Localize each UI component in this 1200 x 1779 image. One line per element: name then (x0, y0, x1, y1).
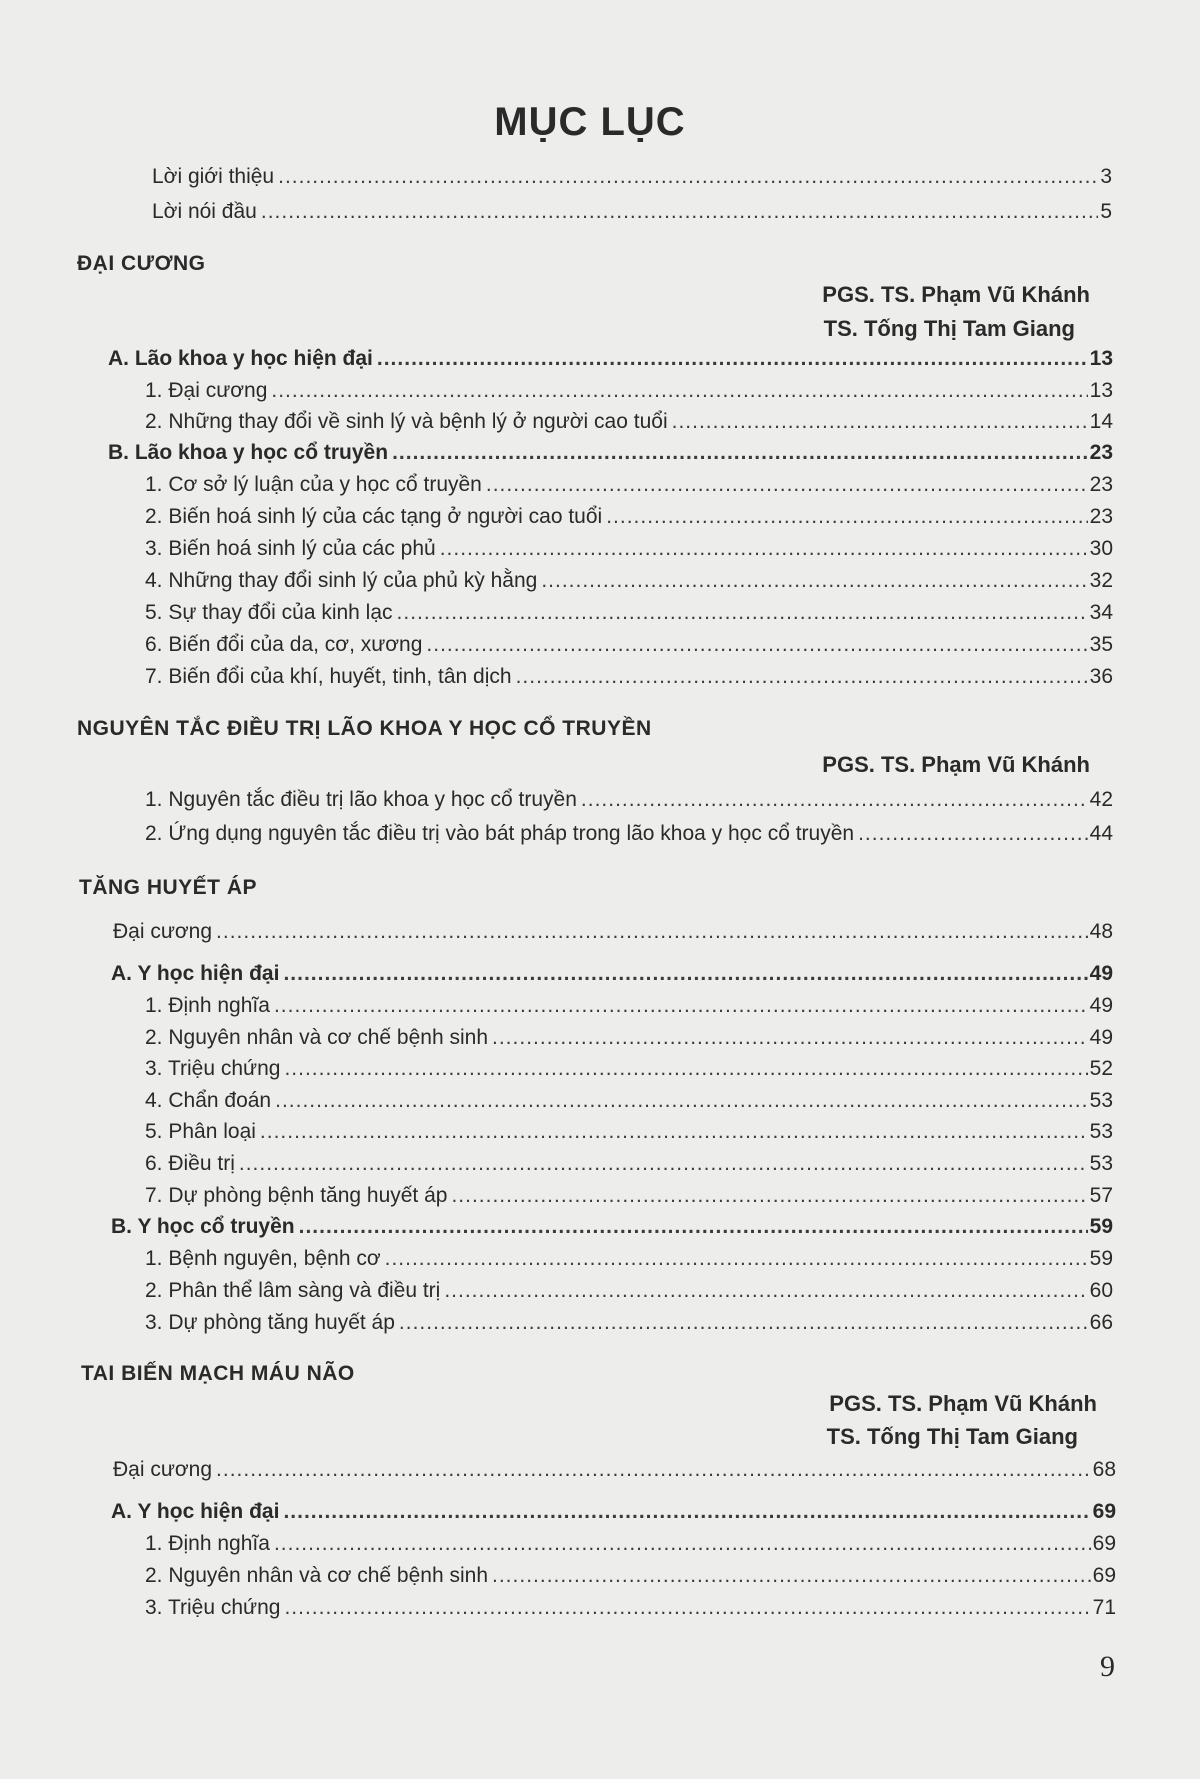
toc-entry (145, 1593, 1116, 1623)
leader-dots (444, 1276, 1087, 1306)
section-author: PGS. TS. Phạm Vũ Khánh (822, 752, 1090, 777)
entry-page: 59 (1089, 1247, 1113, 1270)
section-heading: TĂNG HUYẾT ÁP (79, 876, 258, 899)
toc-entry (145, 470, 1113, 500)
entry-page: 68 (1092, 1458, 1116, 1481)
entry-label: 1. Đại cương (145, 379, 268, 402)
entry-label: 7. Biến đổi của khí, huyết, tinh, tân dịch (145, 665, 512, 688)
leader-dots (581, 785, 1088, 815)
leader-dots (274, 991, 1088, 1021)
leader-dots (261, 197, 1098, 227)
leader-dots (385, 1244, 1088, 1274)
toc-entry (145, 819, 1113, 849)
entry-label: 2. Ứng dụng nguyên tắc điều trị vào bát pháp trong lão khoa y học cổ truyền (145, 822, 855, 845)
entry-label: A. Y học hiện đại (111, 1500, 280, 1523)
section-heading: NGUYÊN TẮC ĐIỀU TRỊ LÃO KHOA Y HỌC CỔ TRUYỀN (77, 717, 652, 740)
toc-entry (111, 1497, 1116, 1527)
toc-entry (145, 991, 1113, 1021)
entry-label: 3. Biến hoá sinh lý của các phủ (145, 537, 436, 560)
entry-page: 53 (1089, 1120, 1113, 1143)
entry-page: 48 (1089, 920, 1113, 943)
leader-dots (858, 819, 1088, 849)
section-heading: ĐẠI CƯƠNG (77, 252, 206, 275)
entry-label: A. Lão khoa y học hiện đại (108, 347, 373, 370)
entry-label: 1. Định nghĩa (145, 994, 270, 1017)
leader-dots (606, 502, 1087, 532)
toc-entry (152, 162, 1112, 192)
entry-page: 5 (1100, 200, 1112, 223)
entry-label: 1. Định nghĩa (145, 1532, 270, 1555)
leader-dots (486, 470, 1088, 500)
leader-dots (239, 1149, 1088, 1179)
toc-entry (145, 1149, 1113, 1179)
entry-label: 2. Nguyên nhân và cơ chế bệnh sinh (145, 1026, 489, 1049)
entry-label: 6. Biến đổi của da, cơ, xương (145, 633, 423, 656)
entry-label: B. Lão khoa y học cổ truyền (108, 441, 389, 464)
entry-page: 49 (1089, 994, 1113, 1017)
page-number: 9 (1100, 1650, 1115, 1683)
entry-page: 3 (1100, 165, 1112, 188)
entry-label: 3. Triệu chứng (145, 1596, 281, 1619)
toc-entry (145, 1117, 1113, 1147)
entry-page: 59 (1089, 1215, 1113, 1238)
entry-page: 53 (1089, 1089, 1113, 1112)
leader-dots (299, 1212, 1088, 1242)
entry-page: 35 (1089, 633, 1113, 656)
entry-page: 13 (1089, 379, 1113, 402)
toc-entry (111, 959, 1113, 989)
leader-dots (278, 162, 1098, 192)
entry-label: 4. Những thay đổi sinh lý của phủ kỳ hằng (145, 569, 538, 592)
entry-page: 49 (1089, 1026, 1113, 1049)
entry-page: 23 (1089, 473, 1113, 496)
toc-entry (145, 376, 1113, 406)
page-title: MỤC LỤC (494, 100, 686, 144)
leader-dots (275, 1086, 1088, 1116)
entry-label: 1. Nguyên tắc điều trị lão khoa y học cổ truyền (145, 788, 577, 811)
section-author: PGS. TS. Phạm Vũ Khánh (822, 282, 1090, 307)
leader-dots (440, 534, 1088, 564)
leader-dots (541, 566, 1087, 596)
entry-page: 34 (1089, 601, 1113, 624)
entry-label: 3. Dự phòng tăng huyết áp (145, 1311, 395, 1334)
leader-dots (284, 1593, 1090, 1623)
toc-entry (145, 1023, 1113, 1053)
leader-dots (492, 1561, 1091, 1591)
entry-page: 36 (1089, 665, 1113, 688)
entry-label: Lời giới thiệu (152, 165, 275, 188)
toc-entry (145, 1244, 1113, 1274)
entry-page: 69 (1092, 1564, 1116, 1587)
leader-dots (283, 1497, 1090, 1527)
toc-entry (152, 197, 1112, 227)
leader-dots (260, 1117, 1088, 1147)
leader-dots (392, 438, 1088, 468)
leader-dots (377, 344, 1088, 374)
entry-page: 13 (1089, 347, 1113, 370)
entry-page: 71 (1092, 1596, 1116, 1619)
entry-label: 5. Phân loại (145, 1120, 256, 1143)
entry-label: 4. Chẩn đoán (145, 1089, 272, 1112)
leader-dots (271, 376, 1087, 406)
toc-entry (113, 1455, 1116, 1485)
toc-entry (145, 1086, 1113, 1116)
entry-page: 14 (1089, 410, 1113, 433)
toc-entry (108, 438, 1113, 468)
entry-label: 2. Phân thể lâm sàng và điều trị (145, 1279, 441, 1302)
toc-entry (145, 1181, 1113, 1211)
leader-dots (274, 1529, 1091, 1559)
toc-entry (111, 1212, 1113, 1242)
entry-label: B. Y học cổ truyền (111, 1215, 295, 1238)
entry-page: 23 (1089, 505, 1113, 528)
toc-entry (145, 502, 1113, 532)
entry-label: 6. Điều trị (145, 1152, 235, 1175)
section-author: TS. Tống Thị Tam Giang (823, 316, 1075, 341)
entry-label: 5. Sự thay đổi của kinh lạc (145, 601, 393, 624)
entry-page: 66 (1089, 1311, 1113, 1334)
toc-entry (145, 630, 1113, 660)
entry-label: Đại cương (113, 920, 213, 943)
leader-dots (284, 1054, 1087, 1084)
toc-entry (145, 785, 1113, 815)
leader-dots (216, 1455, 1091, 1485)
entry-label: Lời nói đầu (152, 200, 257, 223)
leader-dots (672, 407, 1088, 437)
toc-entry (145, 1054, 1113, 1084)
entry-page: 69 (1092, 1500, 1116, 1523)
leader-dots (492, 1023, 1088, 1053)
entry-page: 60 (1089, 1279, 1113, 1302)
leader-dots (283, 959, 1087, 989)
entry-label: 7. Dự phòng bệnh tăng huyết áp (145, 1184, 448, 1207)
leader-dots (216, 917, 1088, 947)
section-heading: TAI BIẾN MẠCH MÁU NÃO (81, 1362, 355, 1385)
entry-page: 23 (1089, 441, 1113, 464)
entry-page: 42 (1089, 788, 1113, 811)
toc-entry (145, 407, 1113, 437)
toc-entry (145, 534, 1113, 564)
toc-entry (108, 344, 1113, 374)
leader-dots (397, 598, 1088, 628)
entry-page: 32 (1089, 569, 1113, 592)
entry-label: Đại cương (113, 1458, 213, 1481)
section-author: PGS. TS. Phạm Vũ Khánh (829, 1391, 1097, 1416)
toc-entry (145, 1561, 1116, 1591)
toc-entry (145, 1308, 1113, 1338)
entry-page: 57 (1089, 1184, 1113, 1207)
entry-label: 1. Cơ sở lý luận của y học cổ truyền (145, 473, 482, 496)
entry-page: 69 (1092, 1532, 1116, 1555)
entry-label: 3. Triệu chứng (145, 1057, 281, 1080)
toc-entry (145, 1529, 1116, 1559)
entry-page: 49 (1089, 962, 1113, 985)
entry-label: 2. Những thay đổi về sinh lý và bệnh lý ở người cao tuổi (145, 410, 668, 433)
toc-entry (145, 1276, 1113, 1306)
leader-dots (399, 1308, 1088, 1338)
toc-entry (145, 662, 1113, 692)
entry-label: 2. Biến hoá sinh lý của các tạng ở người cao tuổi (145, 505, 603, 528)
entry-label: 2. Nguyên nhân và cơ chế bệnh sinh (145, 1564, 489, 1587)
entry-page: 52 (1089, 1057, 1113, 1080)
entry-page: 30 (1089, 537, 1113, 560)
section-author: TS. Tống Thị Tam Giang (826, 1424, 1078, 1449)
entry-page: 44 (1089, 822, 1113, 845)
toc-entry (145, 598, 1113, 628)
leader-dots (516, 662, 1088, 692)
leader-dots (426, 630, 1087, 660)
toc-entry (145, 566, 1113, 596)
entry-label: 1. Bệnh nguyên, bệnh cơ (145, 1247, 381, 1270)
entry-label: A. Y học hiện đại (111, 962, 280, 985)
toc-entry (113, 917, 1113, 947)
leader-dots (451, 1181, 1087, 1211)
entry-page: 53 (1089, 1152, 1113, 1175)
